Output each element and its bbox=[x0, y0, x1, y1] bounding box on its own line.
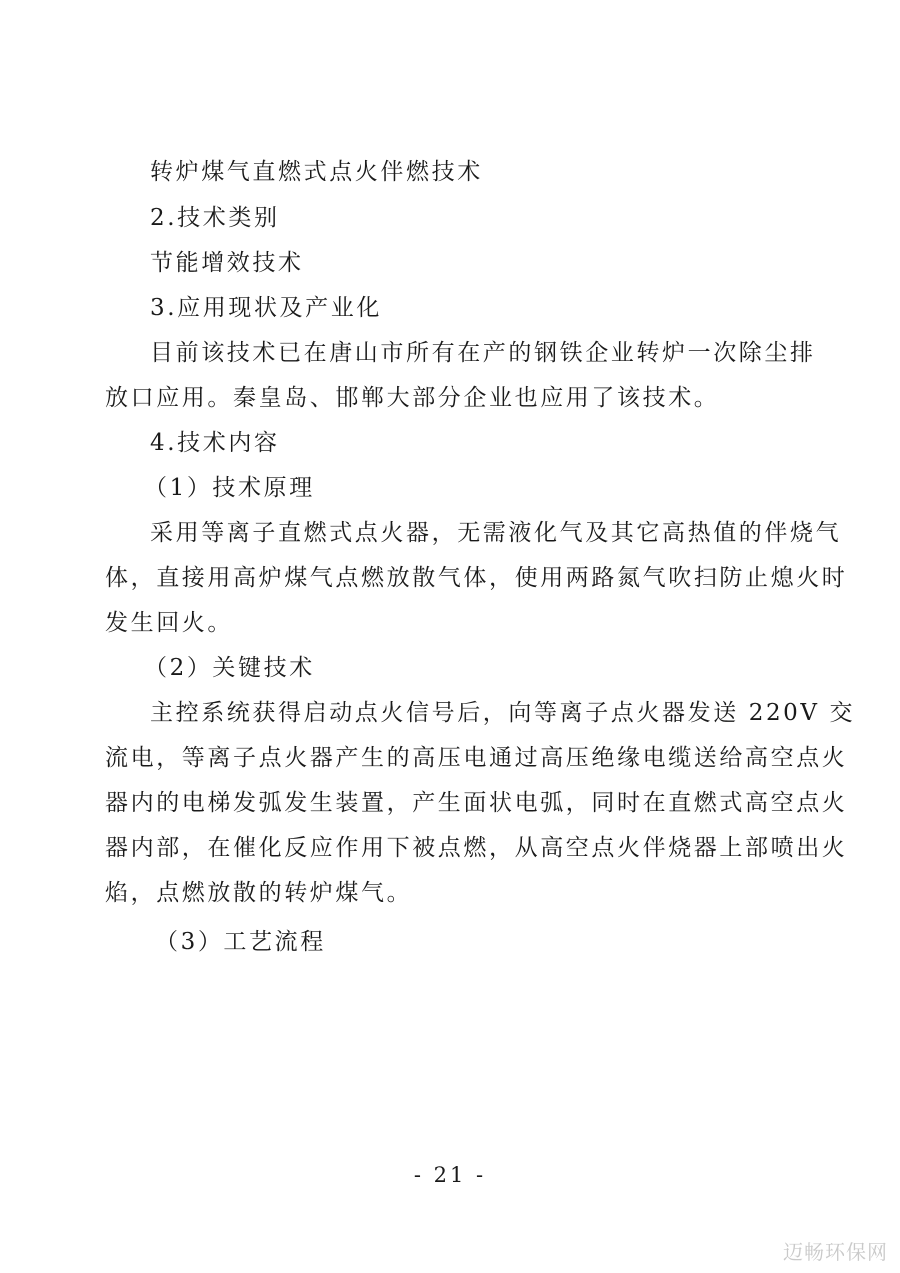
watermark: 迈畅环保网 bbox=[783, 1240, 888, 1264]
section-heading-application: 3.应用现状及产业化 bbox=[150, 295, 382, 321]
subsection-heading-process: （3）工艺流程 bbox=[155, 929, 326, 955]
subsection-heading-principle: （1）技术原理 bbox=[144, 475, 315, 501]
paragraph-line: 器内的电梯发弧发生装置，产生面状电弧，同时在直燃式高空点火 bbox=[105, 790, 848, 816]
paragraph-line: 目前该技术已在唐山市所有在产的钢铁企业转炉一次除尘排 bbox=[150, 340, 816, 366]
technology-name: 转炉煤气直燃式点火伴燃技术 bbox=[150, 159, 483, 185]
section-heading-category: 2.技术类别 bbox=[150, 205, 280, 231]
subsection-heading-key-tech: （2）关键技术 bbox=[144, 655, 315, 681]
paragraph-line: 流电，等离子点火器产生的高压电通过高压绝缘电缆送给高空点火 bbox=[105, 745, 848, 771]
paragraph-line: 采用等离子直燃式点火器，无需液化气及其它高热值的伴烧气 bbox=[150, 520, 842, 546]
paragraph-line: 体，直接用高炉煤气点燃放散气体，使用两路氮气吹扫防止熄火时 bbox=[105, 565, 848, 591]
paragraph-line: 主控系统获得启动点火信号后，向等离子点火器发送 220V 交 bbox=[150, 700, 856, 726]
paragraph-line: 器内部，在催化反应作用下被点燃，从高空点火伴烧器上部喷出火 bbox=[105, 835, 848, 861]
category-value: 节能增效技术 bbox=[150, 250, 304, 276]
paragraph-line: 放口应用。秦皇岛、邯郸大部分企业也应用了该技术。 bbox=[105, 385, 720, 411]
page-number: - 21 - bbox=[413, 1163, 487, 1187]
paragraph-line: 焰，点燃放散的转炉煤气。 bbox=[105, 880, 413, 906]
section-heading-content: 4.技术内容 bbox=[150, 430, 280, 456]
paragraph-line: 发生回火。 bbox=[105, 610, 233, 636]
